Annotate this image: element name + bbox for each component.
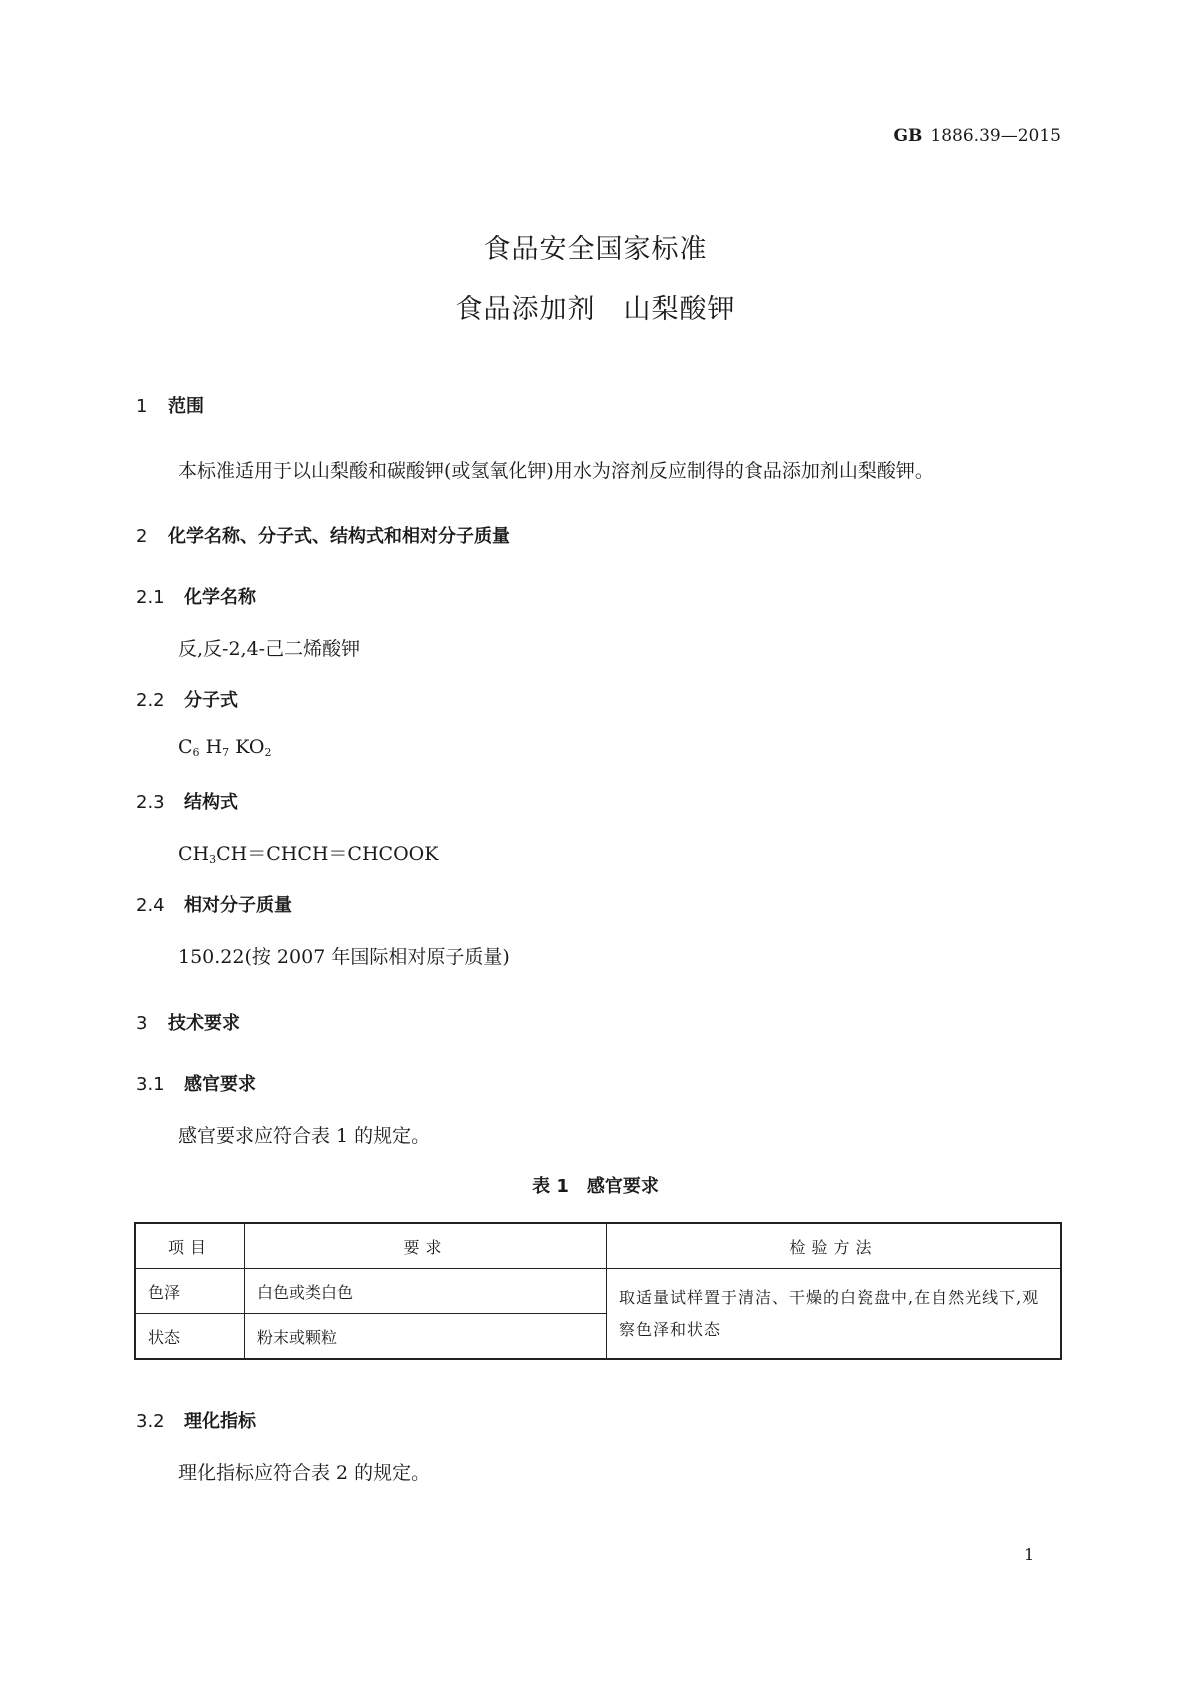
header-requirement: 要求 bbox=[245, 1223, 607, 1269]
row-item-color: 色泽 bbox=[135, 1269, 245, 1314]
header-test-method: 检验方法 bbox=[607, 1223, 1062, 1269]
table-row bbox=[135, 1269, 1061, 1314]
section-3-1-text: 感官要求应符合表 1 的规定。 bbox=[178, 1125, 431, 1147]
chemical-name: 反,反-2,4-己二烯酸钾 bbox=[178, 638, 361, 660]
section-2-heading: 2 化学名称、分子式、结构式和相对分子质量 bbox=[136, 526, 510, 547]
document-code-prefix: GB bbox=[893, 126, 923, 146]
header-item: 项目 bbox=[135, 1223, 245, 1269]
row-item-state: 状态 bbox=[135, 1314, 245, 1360]
document-code bbox=[894, 126, 1061, 146]
section-2-3-heading: 2.3 结构式 bbox=[136, 792, 238, 813]
section-3-2-heading: 3.2 理化指标 bbox=[136, 1411, 256, 1432]
section-2-2-heading: 2.2 分子式 bbox=[136, 690, 238, 711]
document-title: 食品安全国家标准 bbox=[483, 234, 708, 265]
section-2-1-heading: 2.1 化学名称 bbox=[136, 587, 256, 608]
section-3-1-heading: 3.1 感官要求 bbox=[136, 1074, 256, 1095]
structural-formula: $CH_3CH=CHCH=CHCOOK$ bbox=[178, 843, 439, 866]
section-3-2-text: 理化指标应符合表 2 的规定。 bbox=[178, 1462, 431, 1484]
page-number: 1 bbox=[1024, 1545, 1035, 1564]
section-1-heading: 1 范围 bbox=[136, 396, 204, 417]
row-requirement-state: 粉末或颗粒 bbox=[245, 1314, 607, 1360]
section-2-4-heading: 2.4 相对分子质量 bbox=[136, 895, 292, 916]
document-code-number: 1886.39—2015 bbox=[930, 126, 1061, 146]
table-1-caption: 表 1 感官要求 bbox=[532, 1176, 659, 1197]
document-subtitle: 食品添加剂 山梨酸钾 bbox=[455, 294, 736, 325]
row-requirement-color: 白色或类白色 bbox=[245, 1269, 607, 1314]
molecular-mass: 150.22(按 2007 年国际相对原子质量) bbox=[178, 946, 510, 968]
section-3-heading: 3 技术要求 bbox=[136, 1013, 240, 1034]
sensory-requirements-table bbox=[134, 1222, 1062, 1360]
test-method-cell: 取适量试样置于清洁、干燥的白瓷盘中,在自然光线下,观察色泽和状态 bbox=[607, 1269, 1062, 1360]
table-header-row bbox=[135, 1223, 1061, 1269]
molecular-formula: $C_6$ $H_7$ $KO_2$ bbox=[178, 736, 272, 759]
section-1-text: 本标准适用于以山梨酸和碳酸钾(或氢氧化钾)用水为溶剂反应制得的食品添加剂山梨酸钾。 bbox=[178, 460, 934, 482]
